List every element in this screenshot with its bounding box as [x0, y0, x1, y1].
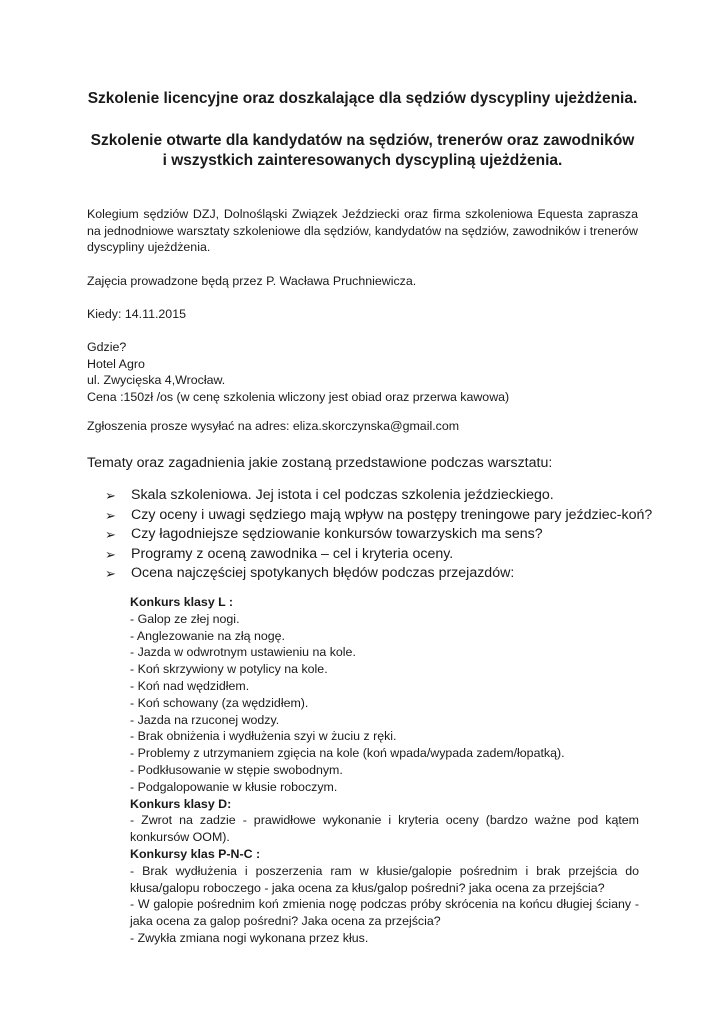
application-line: Zgłoszenia prosze wysyłać na adres: eliza.skorczynska@gmail.com	[87, 419, 460, 433]
arrow-bullet-icon: ➢	[105, 507, 116, 523]
class-d-item: - Zwrot na zadzie - prawidłowe wykonanie i kryteria oceny (bardzo ważne pod kątem konkursów OOM).	[130, 813, 639, 845]
topic-text: Czy łagodniejsze sędziowanie konkursów towarzyskich ma sens?	[131, 526, 543, 542]
class-l-item: - Koń nad wędzidłem.	[130, 678, 250, 693]
class-pnc-item: - Zwykła zmiana nogi wykonana przez kłus.	[130, 930, 369, 945]
list-item	[87, 545, 647, 565]
list-item	[87, 564, 647, 584]
secondary-title-line: i wszystkich zainteresowanych dyscypliną ujeżdżenia.	[162, 152, 563, 169]
main-title: Szkolenie licencyjne oraz doszkalające dla sędziów dyscypliny ujeżdżenia.	[87, 90, 638, 107]
error-details	[130, 594, 639, 947]
location-line: ul. Zwycięska 4,Wrocław.	[87, 373, 226, 387]
list-item	[87, 506, 653, 526]
intro-paragraph: Kolegium sędziów DZJ, Dolnośląski Związek Jeździecki oraz firma szkoleniowa Equesta zaprasza na jednodniowe warsztaty szkoleniowe dla sędziów, kandydatów na sędziów, zawodników i trenerów dyscypliny ujeżdżenia.	[87, 207, 639, 254]
class-l-heading: Konkurs klasy L :	[130, 595, 234, 609]
location-block	[87, 339, 638, 405]
class-l-item: - Koń schowany (za wędzidłem).	[130, 695, 309, 710]
topic-text: Programy z oceną zawodnika – cel i kryteria oceny.	[131, 545, 454, 562]
class-pnc-item: - W galopie pośrednim koń zmienia nogę podczas próby skrócenia na końcu długiej ściany - jaka ocena za galop pośredni? Jaka ocena za przejścia?	[130, 897, 639, 929]
class-l-item: - Galop ze złej nogi.	[130, 611, 240, 626]
topic-text: Skala szkoleniowa. Jej istota i cel podczas szkolenia jeździeckiego.	[131, 487, 554, 503]
arrow-bullet-icon: ➢	[105, 566, 116, 581]
location-line: Gdzie?	[87, 340, 127, 354]
date-line: Kiedy: 14.11.2015	[87, 307, 186, 321]
arrow-bullet-icon: ➢	[105, 527, 116, 542]
class-l-item: - Podkłusowanie w stępie swobodnym.	[130, 762, 343, 777]
class-l-item: - Podgalopowanie w kłusie roboczym.	[130, 779, 338, 794]
arrow-bullet-icon: ➢	[105, 546, 116, 562]
class-l-item: - Problemy z utrzymaniem zgięcia na kole (koń wpada/wypada zadem/łopatką).	[130, 746, 565, 761]
secondary-title-line: Szkolenie otwarte dla kandydatów na sędziów, trenerów oraz zawodników	[90, 132, 635, 149]
class-pnc-heading: Konkursy klas P-N-C :	[130, 846, 261, 861]
class-l-item: - Anglezowanie na złą nogę.	[130, 628, 285, 643]
class-l-item: - Jazda w odwrotnym ustawieniu na kole.	[130, 645, 356, 660]
class-l-item: - Koń skrzywiony w potylicy na kole.	[130, 662, 328, 677]
topics-list	[87, 486, 653, 584]
lecturer-line: Zajęcia prowadzone będą przez P. Wacława Pruchniewicza.	[87, 274, 417, 288]
list-item	[87, 525, 647, 545]
class-l-item: - Jazda na rzuconej wodzy.	[130, 712, 280, 727]
price-line: Cena :150zł /os (w cenę szkolenia wliczony jest obiad oraz przerwa kawowa)	[87, 389, 510, 404]
arrow-bullet-icon: ➢	[105, 488, 116, 503]
topic-text: Ocena najczęściej spotykanych błędów podczas przejazdów:	[131, 565, 515, 581]
class-l-item: - Brak obniżenia i wydłużenia szyi w żuciu z ręki.	[130, 729, 397, 744]
class-d-heading: Konkurs klasy D:	[130, 796, 232, 811]
list-item	[87, 486, 647, 506]
topics-heading: Tematy oraz zagadnienia jakie zostaną przedstawione podczas warsztatu:	[87, 455, 553, 471]
class-pnc-item: - Brak wydłużenia i poszerzenia ram w kłusie/galopie pośrednim i brak przejścia do kłusa/galopu roboczego - jaka ocena za kłus/galop pośredni? jaka ocena za przejścia?	[130, 863, 639, 895]
secondary-title	[60, 131, 665, 171]
topic-text: Czy oceny i uwagi sędziego mają wpływ na postępy treningowe pary jeździec-koń?	[131, 506, 653, 523]
location-line: Hotel Agro	[87, 356, 145, 371]
